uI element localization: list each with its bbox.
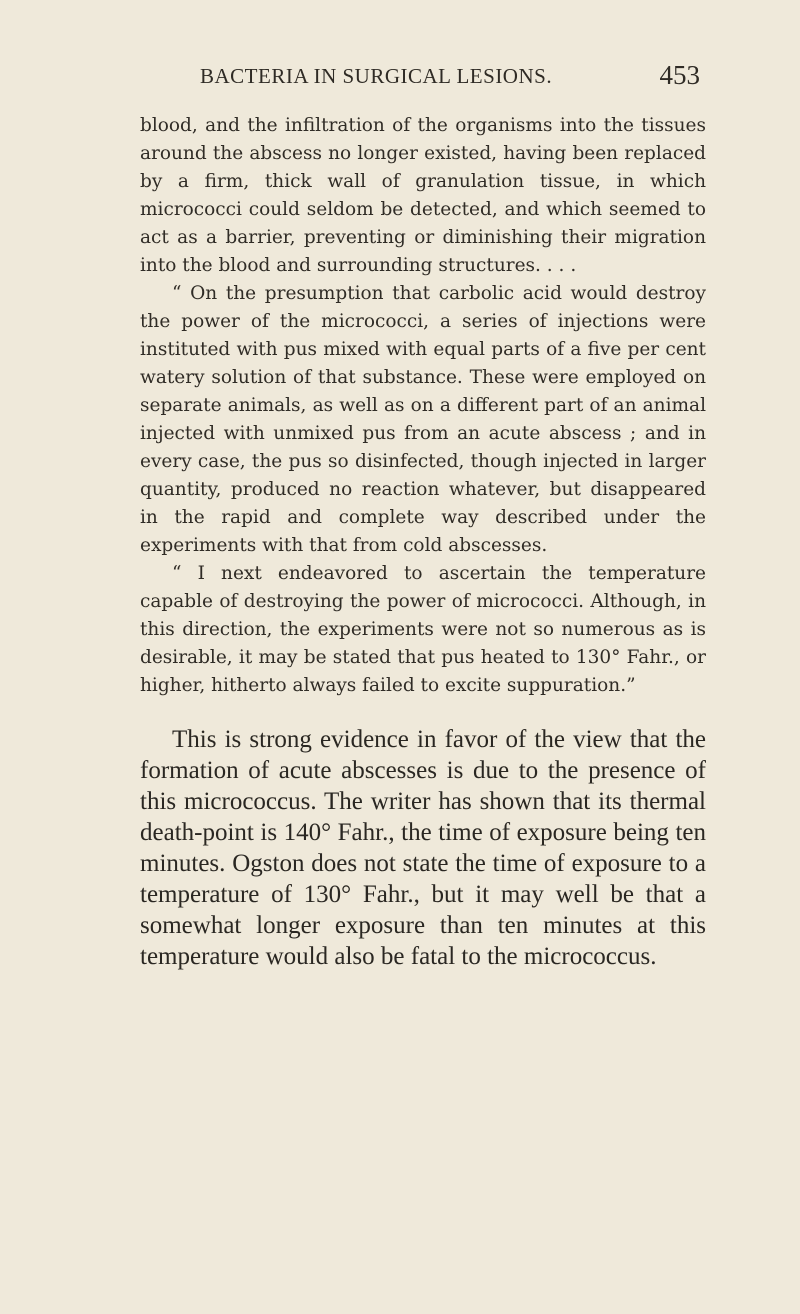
running-title: BACTERIA IN SURGICAL LESIONS. (200, 64, 553, 88)
quote-paragraph-1: blood, and the infiltration of the organisms into the tissues around the abscess no longer existed, having been replaced by a firm, thick wall of granulation tissue, in which micrococci could seldom be detected, and which seemed to act as a barrier, preventing or diminishing their migration into the blood and surrounding structures. . . . (140, 115, 706, 276)
body-text (140, 112, 706, 972)
running-head (140, 60, 700, 98)
quoted-passage (140, 112, 706, 700)
main-paragraph-1: This is strong evidence in favor of the view that the formation of acute abscesses is due to the presence of this micrococcus. The writer has shown that its thermal death-point is 140° Fahr., the time of exposure being ten minutes. Ogston does not state the time of exposure to a temperature of 130° Fahr., but it may well be that a somewhat longer exposure than ten minutes at this temperature would also be fatal to the micrococcus. (140, 726, 706, 970)
quote-paragraph-3: “ I next endeavored to ascertain the temperature capable of destroying the power of micrococci. Although, in this direction, the experiments were not so numerous as is desirable, it may be stated that pus heated to 130° Fahr., or higher, hitherto always failed to excite suppuration.” (140, 563, 706, 696)
quote-paragraph-2: “ On the presumption that carbolic acid would destroy the power of the micrococci, a series of injections were instituted with pus mixed with equal parts of a five per cent watery solution of that substance. These were employed on separate animals, as well as on a different part of an animal injected with unmixed pus from an acute abscess ; and in every case, the pus so disinfected, though injected in larger quantity, produced no reaction whatever, but disappeared in the rapid and complete way described under the experiments with that from cold abscesses. (140, 283, 706, 556)
main-passage (140, 724, 706, 972)
page-number: 453 (659, 60, 700, 90)
